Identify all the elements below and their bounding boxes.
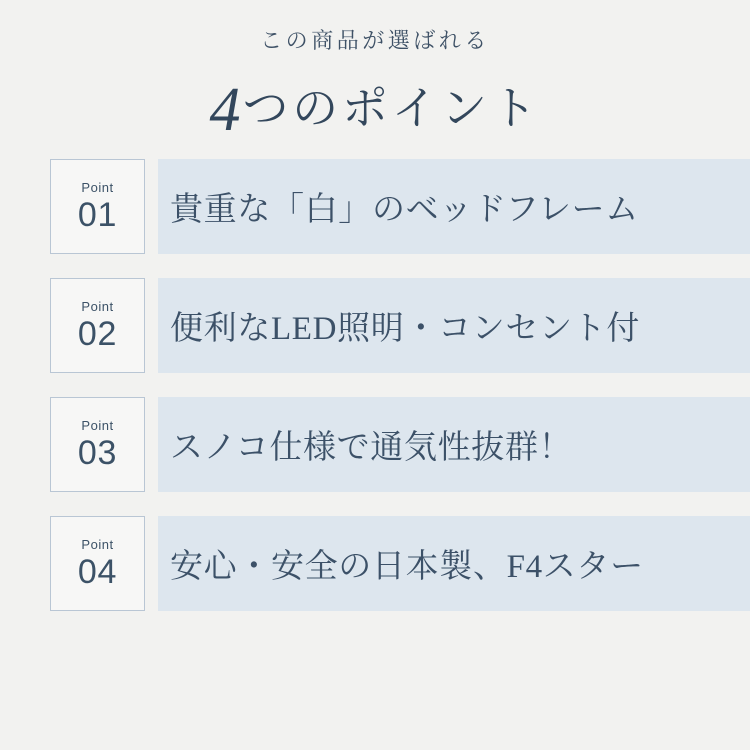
point-badge-02 [50, 278, 145, 373]
list-item [0, 516, 750, 611]
point-badge-04 [50, 516, 145, 611]
point-badge-01 [50, 159, 145, 254]
badge-label: Point [81, 299, 114, 315]
point-badge-03 [50, 397, 145, 492]
page-header [0, 0, 750, 144]
point-bar-03 [158, 397, 750, 492]
badge-number: 02 [77, 315, 118, 354]
point-bar-02 [158, 278, 750, 373]
badge-label: Point [81, 418, 114, 434]
badge-label: Point [81, 537, 114, 553]
list-item [0, 397, 750, 492]
list-item [0, 159, 750, 254]
point-text: スノコ仕様で通気性抜群！ [170, 430, 573, 467]
point-bar-01 [158, 159, 750, 254]
header-subtitle: この商品が選ばれる [260, 28, 490, 53]
point-count-number: 4 [209, 75, 241, 144]
point-text: 貴重な「白」のベッドフレーム [170, 192, 639, 229]
point-text: 便利なLED照明・コンセント付 [170, 311, 641, 348]
badge-number: 01 [77, 196, 118, 235]
points-list [0, 159, 750, 611]
badge-label: Point [81, 180, 114, 196]
badge-number: 03 [77, 434, 118, 473]
badge-number: 04 [77, 553, 118, 592]
page-title [0, 67, 750, 144]
point-bar-04 [158, 516, 750, 611]
list-item [0, 278, 750, 373]
point-text: 安心・安全の日本製、F4スター [170, 549, 644, 586]
page-title-rest: つのポイント [242, 82, 541, 134]
